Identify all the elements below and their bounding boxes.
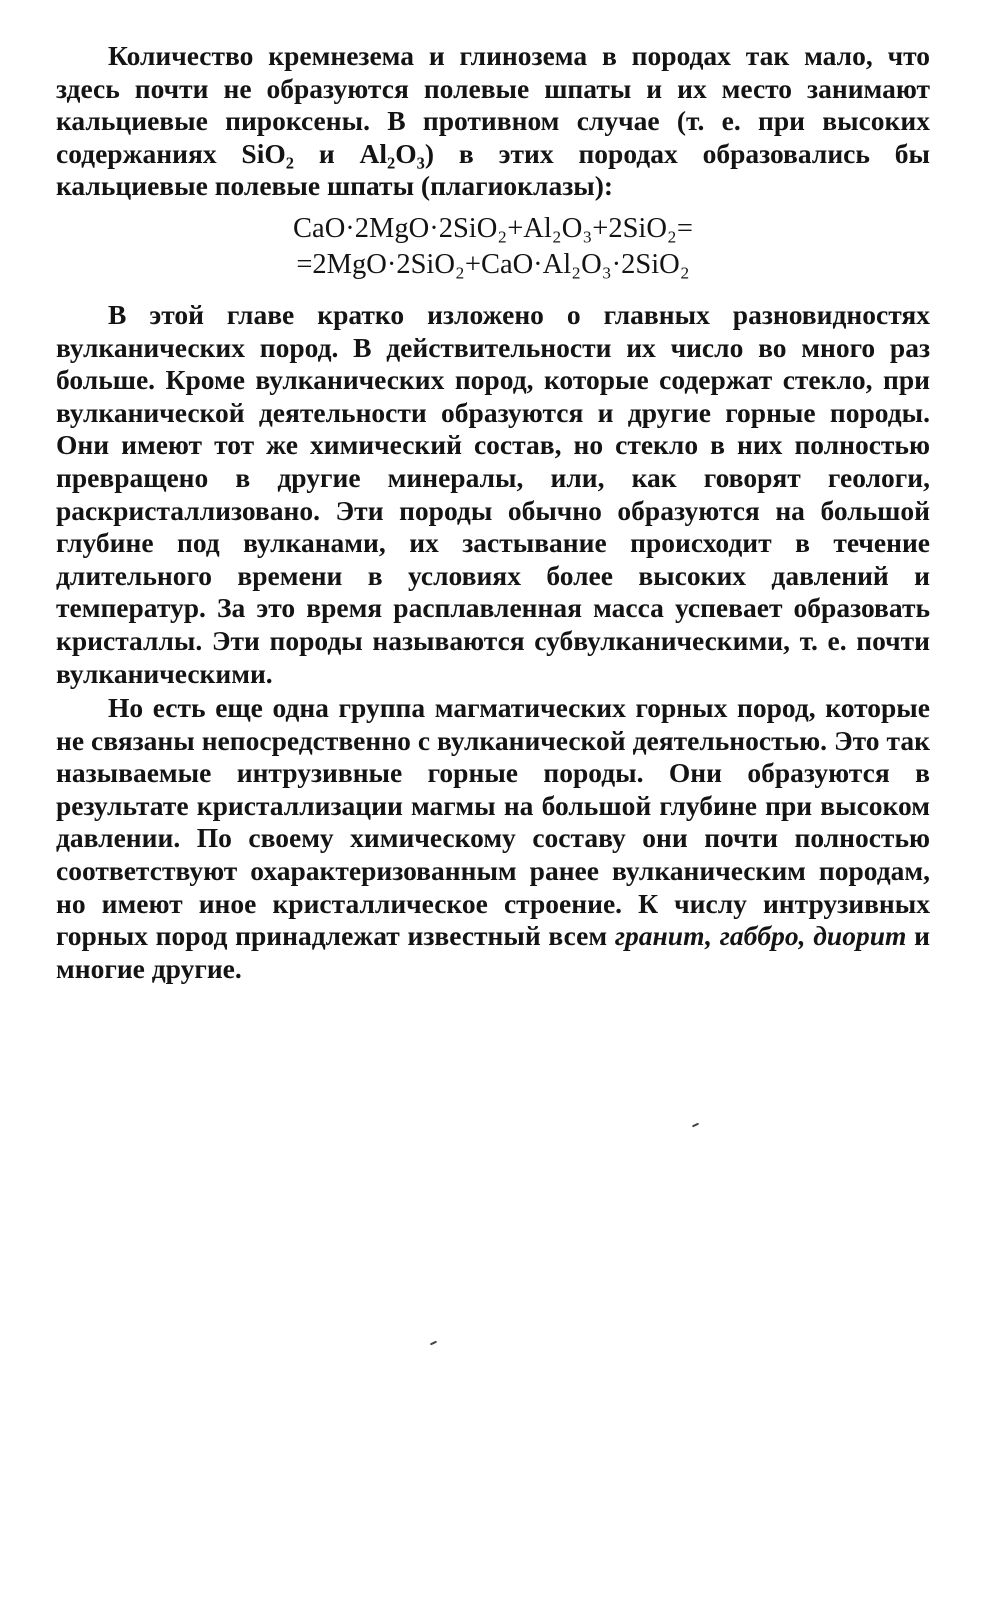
paragraph-1: Количество кремнезема и глинозема в породах так мало, что здесь почти не образуются полевые шпаты и их место занимают кальциевые пироксены. В противном случае (т. е. при высоких содержаниях SiO₂ и Al₂O₃) в этих породах образовались бы кальциевые полевые шпаты (плагиоклазы): (56, 40, 930, 202)
paragraph-3-end: и многие другие. (56, 920, 930, 984)
equation-line-1: CaO·2MgO·2SiO₂+Al₂O₃+2SiO₂= (293, 212, 693, 244)
chemical-equation (56, 211, 930, 283)
paragraph-3 (56, 692, 930, 985)
term-gabbro: габбро, (719, 920, 806, 952)
equation-line-2: =2MgO·2SiO₂+CaO·Al₂O₃·2SiO₂ (296, 248, 690, 280)
scan-speck (692, 1123, 699, 1128)
scan-speck (430, 1341, 437, 1346)
paragraph-2: В этой главе кратко изложено о главных разновидностях вулканических пород. В действительности их число во много раз больше. Кроме вулканических пород, которые содержат стекло, при вулканической деятельности образуются и другие горные породы. Они имеют тот же химический состав, но стекло в них полностью превращено в другие минералы, или, как говорят геологи, раскристаллизовано. Эти породы обычно образуются на большой глубине под вулканами, их застывание происходит в течение длительного времени в условиях более высоких давлений и температур. За это время расплавленная масса успевает образовать кристаллы. Эти породы называются субвулканическими, т. е. почти вулканическими. (56, 298, 930, 689)
term-diorite: диорит (813, 920, 907, 952)
term-granite: гранит, (614, 920, 713, 952)
page-text (56, 40, 930, 985)
paragraph-3-text: Но есть еще одна группа магматических горных пород, которые не связаны непосредственно с вулканической деятельностью. Это так называемые интрузивные горные породы. Они образуются в результате кристаллизации магмы на большой глубине при высоком давлении. По своему химическому составу они почти полностью соответствуют охарактеризованным ранее вулканическим породам, но имеют иное кристаллическое строение. К числу интрузивных горных пород принадлежат известный всем (56, 692, 930, 952)
